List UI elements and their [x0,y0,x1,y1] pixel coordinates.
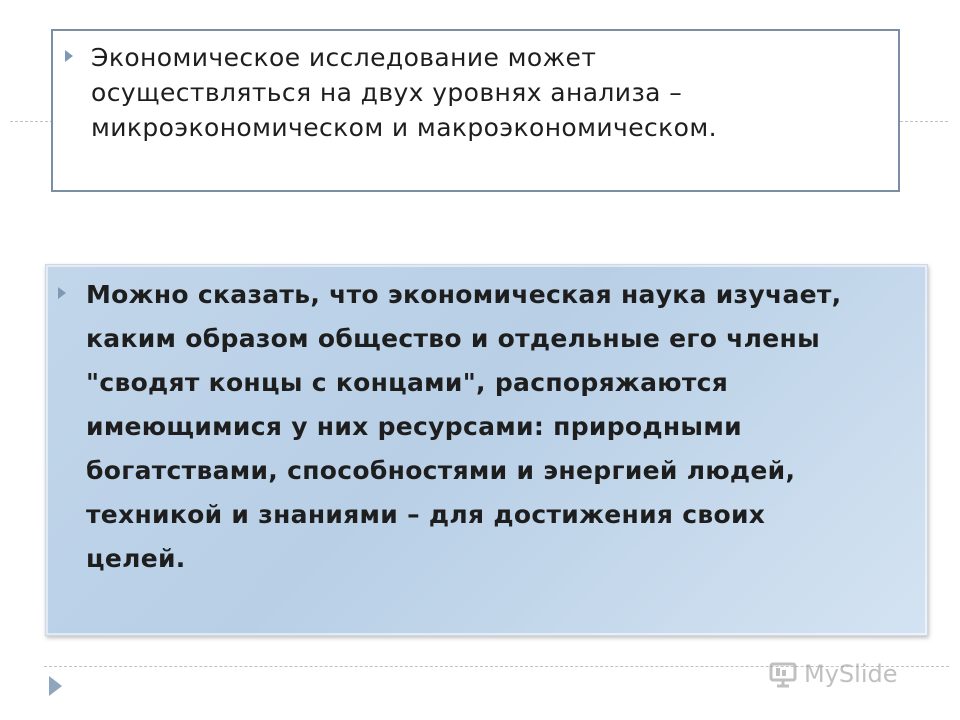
intro-line: Экономическое исследование может [91,43,597,72]
slides-logo-icon [768,659,798,689]
main-line: техникой и знаниями – для достижения своих [86,500,766,529]
intro-line: осуществляться на двух уровнях анализа – [91,78,683,107]
main-line: "сводят концы с концами", распоряжаются [86,368,729,397]
watermark-text: MySlide [804,660,898,688]
main-paragraph [86,273,921,581]
intro-text-box [51,29,900,192]
bullet-arrow-icon [58,287,66,299]
main-text-box [45,264,928,636]
main-line: имеющимися у них ресурсами: природными [86,412,742,441]
intro-line: микроэкономическом и макроэкономическом. [91,113,717,142]
intro-paragraph [91,40,891,145]
main-line: Можно сказать, что экономическая наука изучает, [86,280,842,309]
main-line: каким образом общество и отдельные его члены [86,324,821,353]
main-line: богатствами, способностями и энергией людей, [86,456,796,485]
next-slide-arrow-icon[interactable] [49,676,62,696]
main-line: целей. [86,544,186,573]
bullet-arrow-icon [65,50,73,62]
watermark-logo [768,657,897,691]
